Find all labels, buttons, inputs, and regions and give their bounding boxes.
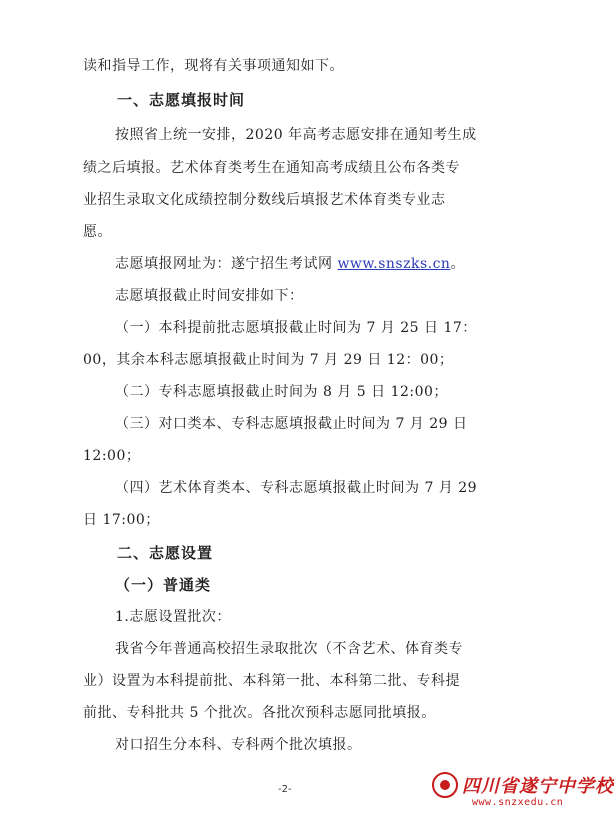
section-heading: 一、志愿填报时间 <box>117 91 246 109</box>
body-line: 业招生录取文化成绩控制分数线后填报艺术体育类专业志 <box>83 192 446 208</box>
body-line: 对口招生分本科、专科两个批次填报。 <box>115 737 362 753</box>
body-line: （二）专科志愿填报截止时间为 8 月 5 日 12:00； <box>115 384 448 400</box>
page-number: -2- <box>278 784 292 795</box>
body-line: 我省今年普通高校招生录取批次（不含艺术、体育类专 <box>115 641 463 657</box>
body-line: （一）本科提前批志愿填报截止时间为 7 月 25 日 17： <box>115 320 477 336</box>
watermark <box>432 770 614 814</box>
body-line: （三）对口类本、专科志愿填报截止时间为 7 月 29 日 <box>115 416 468 432</box>
section-heading: 二、志愿设置 <box>117 544 214 562</box>
body-line: 按照省上统一安排，2020 年高考志愿安排在通知考生成 <box>115 127 477 143</box>
body-line: 日 17:00； <box>83 512 160 528</box>
body-line: 绩之后填报。艺术体育类考生在通知高考成绩且公布各类专 <box>83 160 460 176</box>
body-line: 志愿填报截止时间安排如下： <box>115 288 304 304</box>
school-logo-icon <box>432 772 458 798</box>
body-line: 愿。 <box>83 224 112 240</box>
site-prefix: 志愿填报网址为：遂宁招生考试网 <box>115 256 338 272</box>
body-line: 1.志愿设置批次： <box>115 609 231 625</box>
site-line <box>115 254 535 274</box>
site-suffix: 。 <box>450 256 465 272</box>
body-line: 前批、专科批共 5 个批次。各批次预科志愿同批填报。 <box>83 705 436 721</box>
watermark-url: www.snzxedu.cn <box>472 797 564 808</box>
watermark-title: 四川省遂宁中学校 <box>462 776 614 797</box>
body-line: 12:00； <box>83 448 141 464</box>
body-line: 00，其余本科志愿填报截止时间为 7 月 29 日 12：00； <box>83 352 454 368</box>
body-line: 读和指导工作，现将有关事项通知如下。 <box>83 58 344 74</box>
site-link[interactable]: www.snszks.cn <box>337 256 451 272</box>
body-line: （四）艺术体育类本、专科志愿填报截止时间为 7 月 29 <box>115 480 478 496</box>
subsection-heading: （一）普通类 <box>115 576 212 594</box>
body-line: 业）设置为本科提前批、本科第一批、本科第二批、专科提 <box>83 673 460 689</box>
